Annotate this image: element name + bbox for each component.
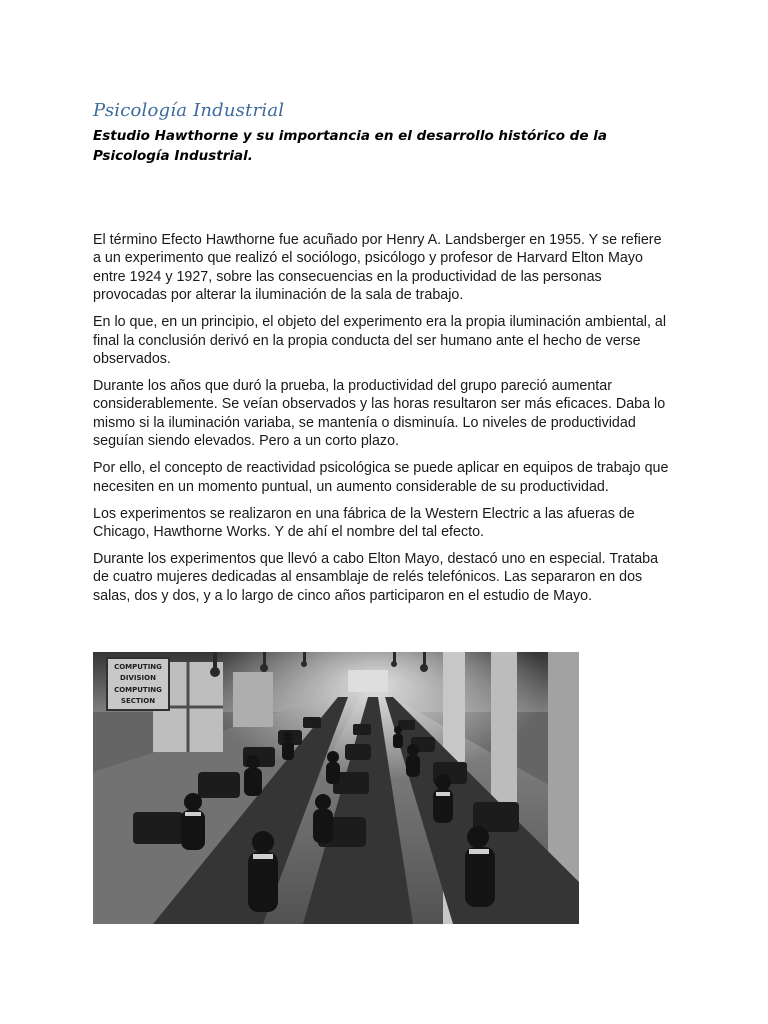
paragraph: Los experimentos se realizaron en una fábrica de la Western Electric a las afueras de Chicago, Hawthorne Works. Y de ahí el nombre del tal efecto.	[93, 505, 635, 541]
document-subtitle: Estudio Hawthorne y su importancia en el desarrollo histórico de la Psicología Industrial.	[93, 128, 607, 164]
document-body	[93, 231, 673, 614]
sign-line: COMPUTING	[114, 663, 162, 671]
sign-line: SECTION	[120, 697, 156, 705]
historical-photo	[93, 652, 579, 924]
paragraph: El término Efecto Hawthorne fue acuñado por Henry A. Landsberger en 1955. Y se refiere a un experimento que realizó el sociólogo, psicólogo y profesor de Harvard Elton Mayo entre 1924 y 1927, sobre las consecuencias en la productividad de las personas provocadas por alterar la iluminación de la sala de trabajo.	[93, 232, 662, 304]
paragraph: En lo que, en un principio, el objeto del experimento era la propia iluminación ambiental, al final la conclusión derivó en la propia conducta del ser humano ante el hecho de verse observados.	[93, 314, 667, 368]
paragraph: Por ello, el concepto de reactividad psicológica se puede aplicar en equipos de trabajo que necesiten en un momento puntual, un aumento considerable de su productividad.	[93, 460, 669, 495]
sign-line: DIVISION	[120, 674, 156, 682]
sign-line: COMPUTING	[114, 686, 162, 694]
photo-illustration	[93, 652, 579, 924]
paragraph: Durante los experimentos que llevó a cabo Elton Mayo, destacó uno en especial. Trataba de cuatro mujeres dedicadas al ensamblaje de relés telefónicos. Las separaron en dos salas, dos y dos, y a lo largo de cinco años participaron en el estudio de Mayo.	[93, 551, 659, 604]
document-title: Psicología Industrial	[93, 100, 285, 121]
paragraph: Durante los años que duró la prueba, la productividad del grupo pareció aumentar considerablemente. Se veían observados y las horas resultaron ser más eficaces. Daba lo mismo si la iluminación variaba, se mantenía o disminuía. Lo niveles de productividad seguían siendo elevados. Pero a un corto plazo.	[93, 378, 666, 450]
